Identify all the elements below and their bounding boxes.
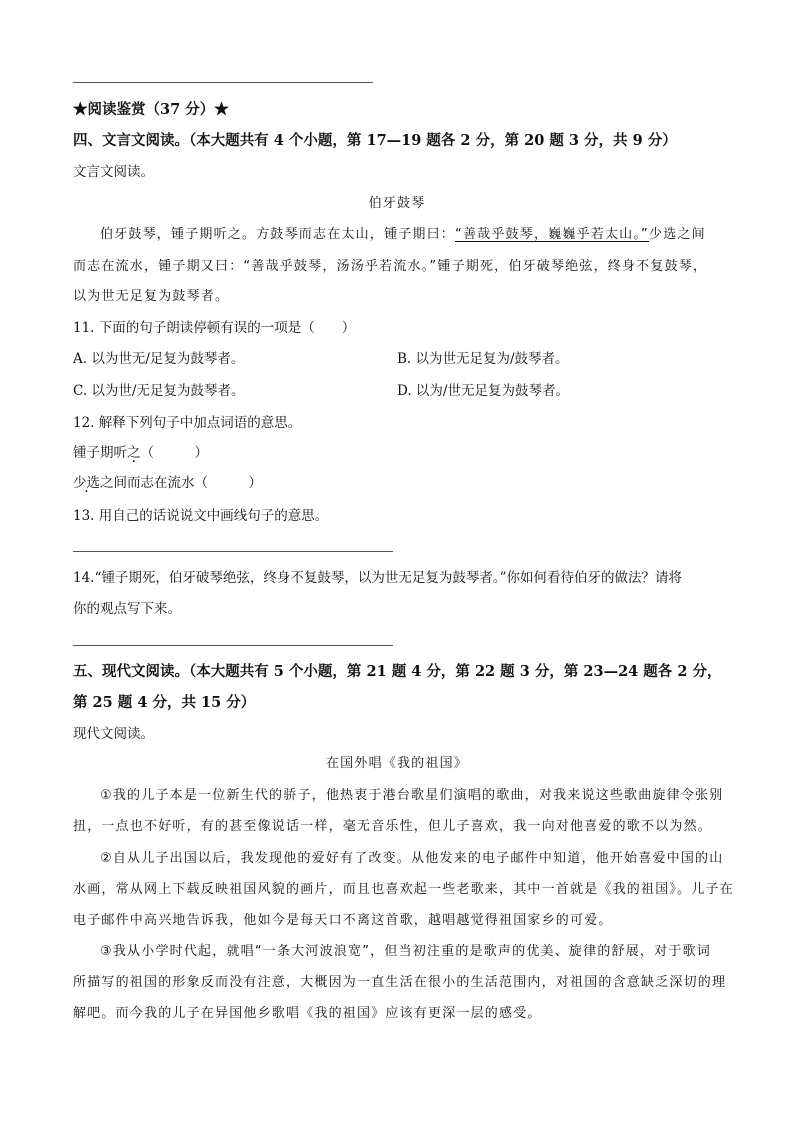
modern-text-line-8: 解吧。而今我的儿子在异国他乡歌唱《我的祖国》应该有更深一层的感受。 [73, 1006, 542, 1021]
classical-text-part: 伯牙鼓琴，锺子期听之。方鼓琴而志在太山，锺子期曰： [100, 227, 456, 242]
question-12: 12. 解释下列句子中加点词语的意思。 [73, 415, 302, 431]
part5-heading-1: 五、现代文阅读。（本大题共有 5 个小题，第 21 题 4 分，第 22 题 3 分，第 23—24 题各 2 分， [73, 663, 722, 680]
modern-text-line-1: ①我的儿子本是一位新生代的骄子，他热衷于港台歌星们演唱的歌曲，对我来说这些歌曲旋律令张别 [100, 788, 724, 803]
q12-item-1-text: 锺子期听 [73, 445, 127, 461]
classical-text-line-1 [100, 225, 706, 245]
part4-intro: 文言文阅读。 [73, 164, 154, 180]
modern-text-line-3: ②自从儿子出国以后，我发现他的爱好有了改变。从他发来的电子邮件中知道，他开始喜爱中国的山 [100, 851, 724, 866]
modern-text-line-2: 扭，一点也不好听，有的甚至像说话一样，毫无音乐性，但儿子喜欢，我一向对他喜爱的歌不以为然。 [73, 819, 713, 834]
classical-text-line-3: 以为世无足复为鼓琴者。 [73, 289, 230, 304]
q11-option-a[interactable]: A. 以为世无/足复为鼓琴者。 [73, 351, 245, 367]
q13-answer-line[interactable] [73, 551, 393, 552]
q11-option-d[interactable]: D. 以为/世无足复为鼓琴者。 [397, 383, 569, 399]
dotted-word: 之 [127, 445, 141, 461]
q12-item-2-blank[interactable]: 之间而志在流水（ ） [100, 475, 262, 491]
modern-text-line-4: 水画，常从网上下载反映祖国风貌的画片，而且也喜欢起一些老歌来，其中一首就是《我的祖国》。儿子在 [73, 882, 734, 897]
classical-text-title: 伯牙鼓琴 [368, 196, 426, 211]
classical-text-line-2: 而志在流水，锺子期又曰：“善哉乎鼓琴，汤汤乎若流水。”锺子期死，伯牙破琴绝弦，终身不复鼓琴， [73, 259, 708, 274]
part5-intro: 现代文阅读。 [73, 726, 154, 742]
question-13: 13. 用自己的话说说文中画线句子的意思。 [73, 508, 329, 524]
classical-text-part: 少选之间 [649, 227, 706, 242]
q12-item-1-blank[interactable]: （ ） [140, 445, 208, 461]
part4-heading: 四、文言文阅读。（本大题共有 4 个小题，第 17—19 题各 2 分，第 20 题 3 分，共 9 分） [73, 132, 677, 149]
question-14-line-1: 14.“锺子期死，伯牙破琴绝弦，终身不复鼓琴，以为世无足复为鼓琴者。”你如何看待伯牙的做法？请将 [73, 570, 683, 586]
q11-option-b[interactable]: B. 以为世无足复为/鼓琴者。 [397, 351, 569, 367]
modern-text-line-7: 所描写的祖国的形象反而没有注意，大概因为一直生活在很小的生活范围内，对祖国的含意缺乏深切的理 [73, 975, 727, 990]
modern-text-line-5: 电子邮件中高兴地告诉我，他如今是每天口不离这首歌，越唱越觉得祖国家乡的可爱。 [73, 913, 613, 928]
top-divider [73, 82, 373, 83]
question-11: 11. 下面的句子朗读停顿有误的一项是（ ） [73, 320, 356, 336]
q11-option-c[interactable]: C. 以为世/无足复为鼓琴者。 [73, 383, 245, 399]
modern-text-line-6: ③我从小学时代起，就唱“一条大河波浪宽”，但当初注重的是歌声的优美、旋律的舒展，对于歌词 [100, 944, 711, 959]
section-title: ★阅读鉴赏（37 分）★ [73, 101, 229, 118]
q12-item-2 [73, 473, 262, 493]
dotted-word: 少选 [73, 475, 100, 491]
modern-text-title: 在国外唱《我的祖国》 [325, 756, 468, 771]
q14-answer-line[interactable] [73, 645, 393, 646]
q12-item-1 [73, 443, 208, 463]
underlined-sentence: “善哉乎鼓琴，巍巍乎若太山。” [455, 227, 649, 242]
question-14-line-2: 你的观点写下来。 [73, 601, 181, 617]
part5-heading-2: 第 25 题 4 分，共 15 分） [73, 694, 256, 711]
